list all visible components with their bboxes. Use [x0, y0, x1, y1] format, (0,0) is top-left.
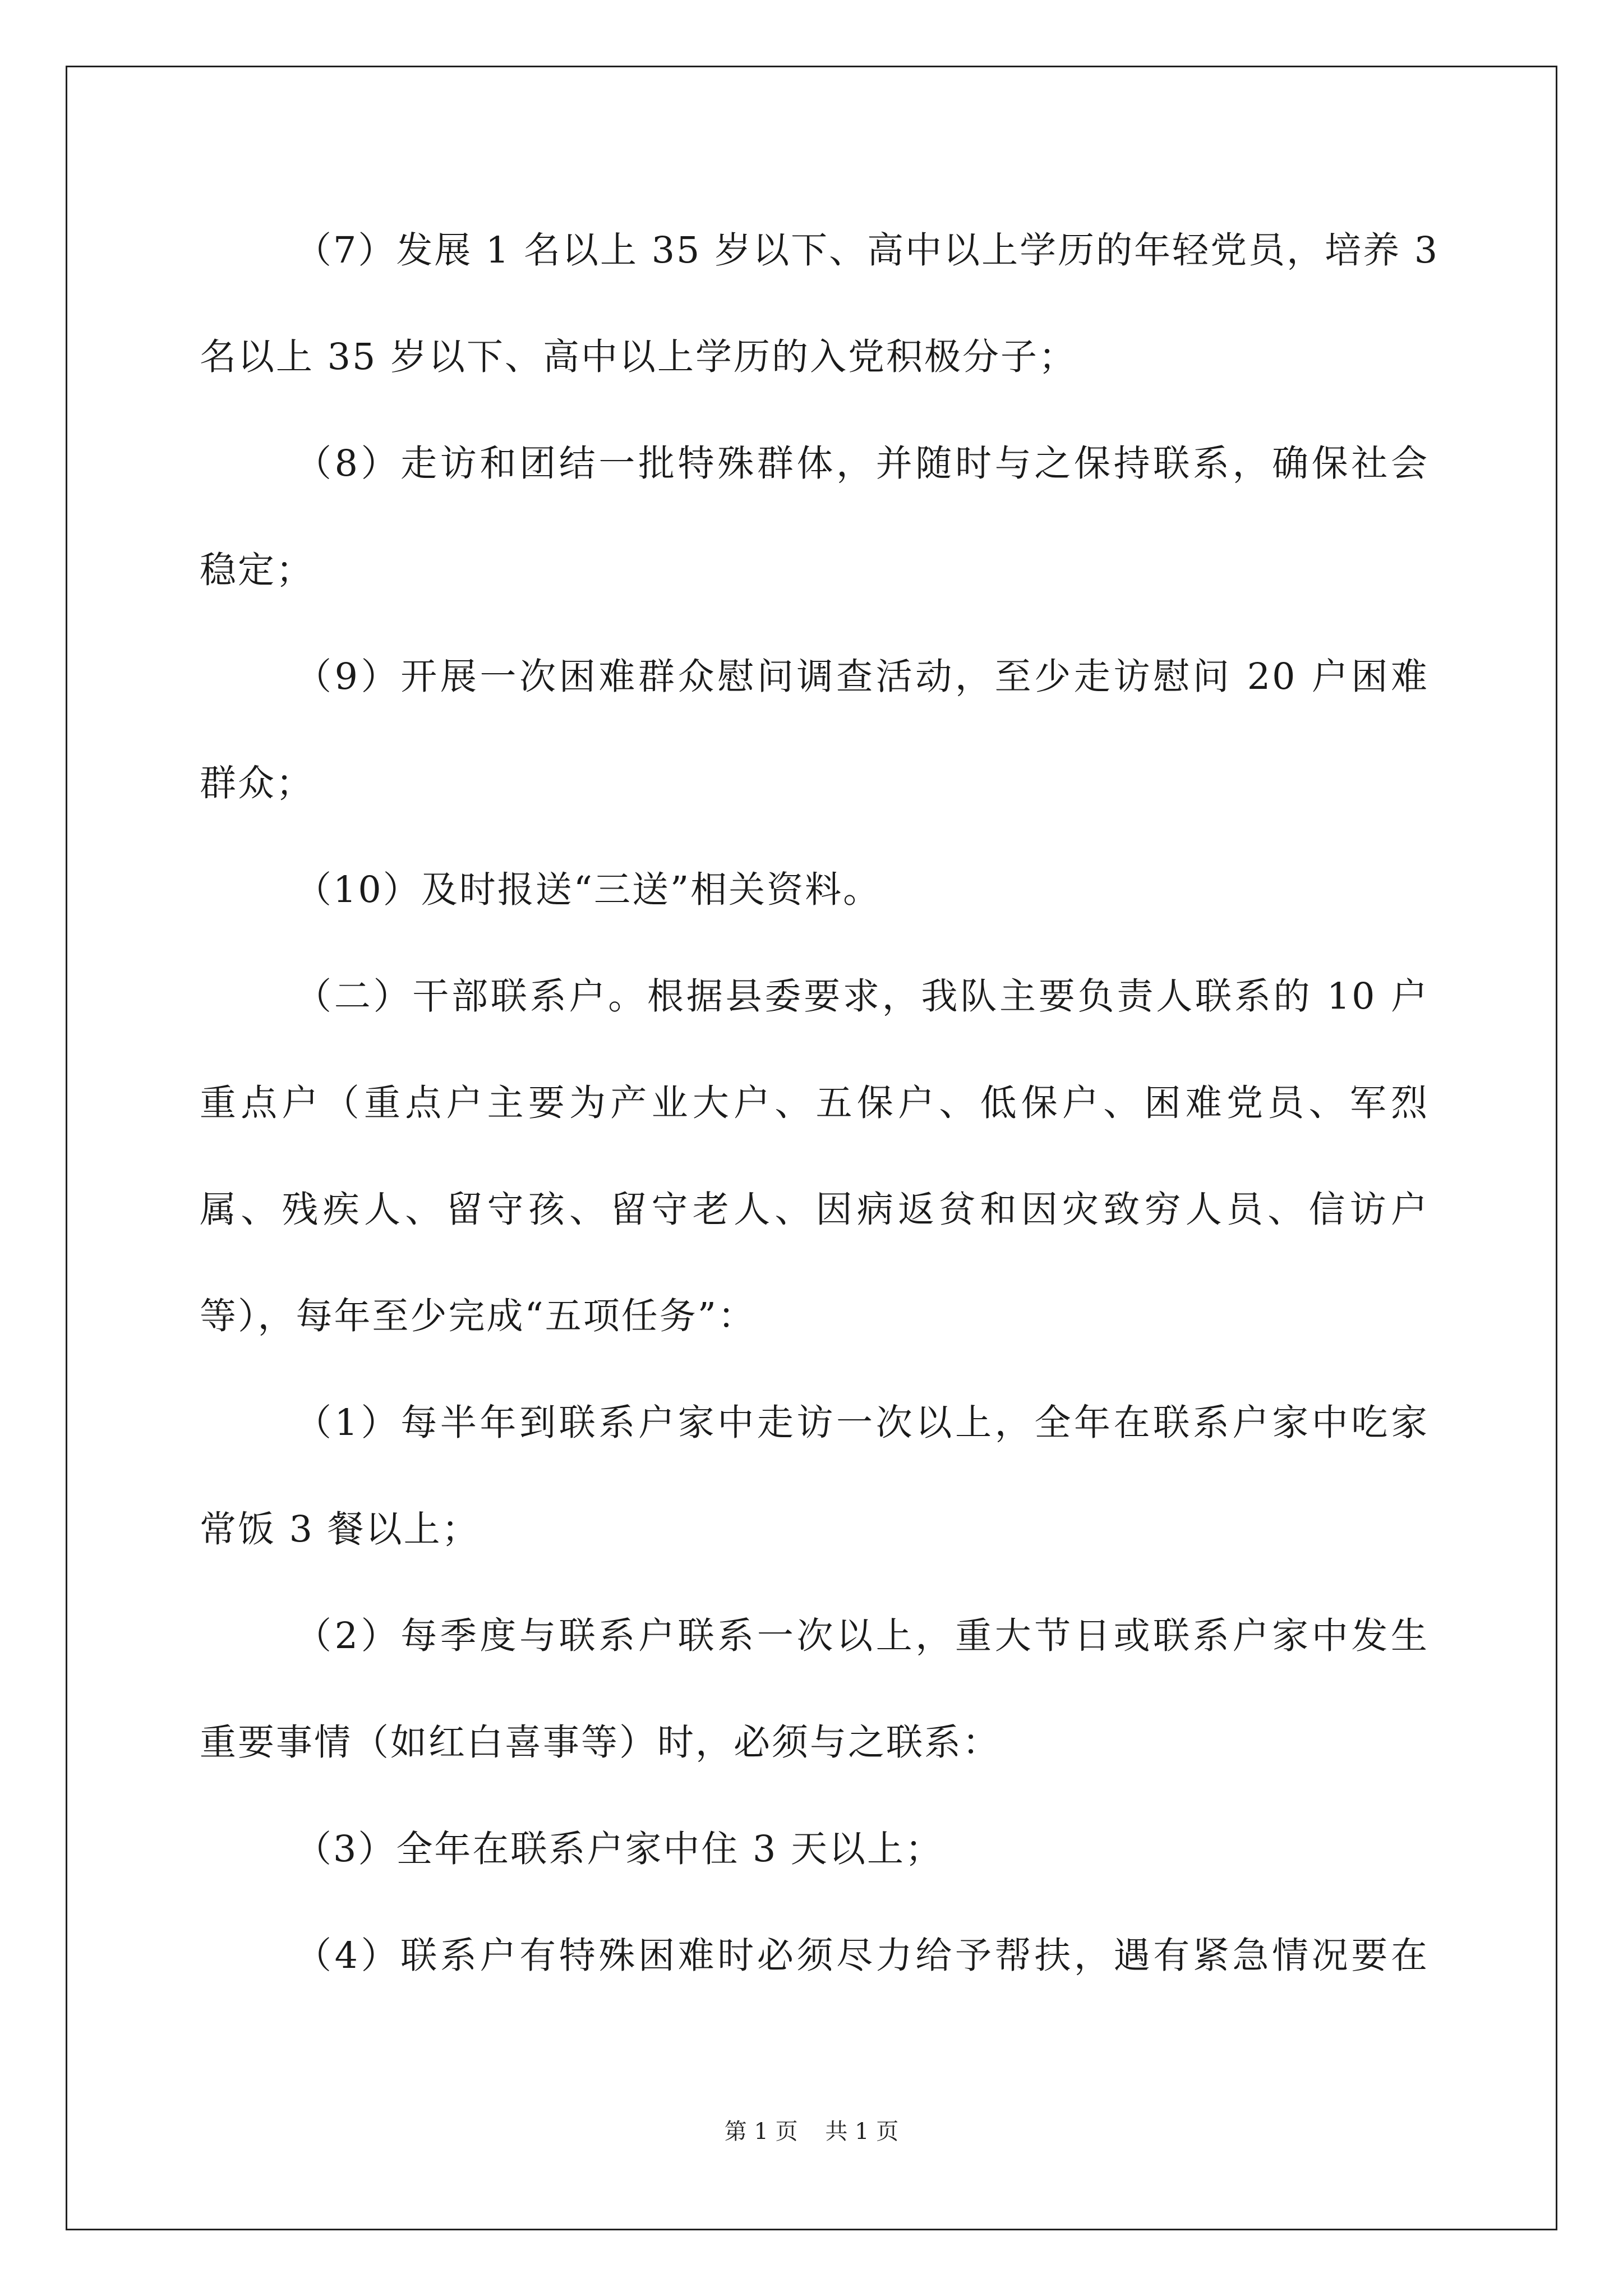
text-line: 属、残疾人、留守孩、留守老人、因病返贫和因灾致穷人员、信访户 [200, 1189, 1429, 1231]
text-line: 名以上 35 岁以下、高中以上学历的入党积极分子； [200, 336, 1077, 378]
text-line: （8）走访和团结一批特殊群体，并随时与之保持联系，确保社会 [295, 443, 1429, 485]
text-line: （3）全年在联系户家中住 3 天以上； [295, 1828, 944, 1870]
text-line: 重点户（重点户主要为产业大户、五保户、低保户、困难党员、军烈 [200, 1082, 1429, 1124]
page-border [66, 66, 1557, 2230]
text-line: （4）联系户有特殊困难时必须尽力给予帮扶，遇有紧急情况要在 [295, 1935, 1429, 1977]
text-line: 重要事情（如红白喜事等）时，必须与之联系： [200, 1722, 1001, 1764]
text-line: 常饭 3 餐以上； [200, 1508, 480, 1550]
text-line: （2）每季度与联系户联系一次以上，重大节日或联系户家中发生 [295, 1615, 1429, 1657]
text-line: （1）每半年到联系户家中走访一次以上，全年在联系户家中吃家 [295, 1402, 1429, 1444]
page-footer [0, 2115, 1623, 2148]
text-line: （10）及时报送“三送”相关资料。 [295, 869, 882, 911]
text-line: 等），每年至少完成“五项任务”： [200, 1295, 756, 1337]
text-line: （二）干部联系户。根据县委要求，我队主要负责人联系的 10 户 [295, 976, 1429, 1018]
text-line: 稳定； [200, 549, 315, 591]
text-line: （7）发展 1 名以上 35 岁以下、高中以上学历的年轻党员，培养 3 [295, 229, 1440, 272]
text-line: （9）开展一次困难群众慰问调查活动，至少走访慰问 20 户困难 [295, 656, 1429, 698]
text-line: 群众； [200, 762, 315, 804]
page-number-current: 第 1 页 [724, 2119, 798, 2145]
page-number-total: 共 1 页 [825, 2119, 899, 2145]
